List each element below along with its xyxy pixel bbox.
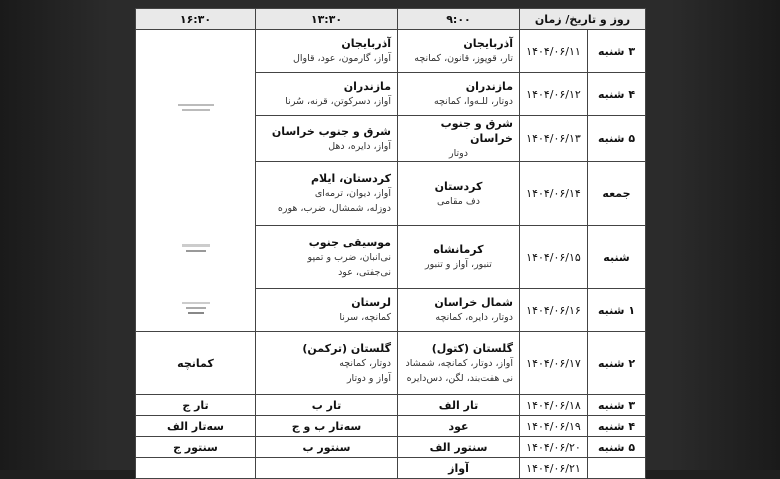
- date-cell: ۱۴۰۴/۰۶/۱۷: [520, 332, 588, 395]
- day-cell: ۴ شنبه: [588, 416, 646, 437]
- header-time-1: ۹:۰۰: [398, 9, 520, 30]
- session-cell-3: تار ج: [136, 395, 256, 416]
- instrument-list: آواز، گارمون، عود، قاوال: [292, 53, 391, 64]
- table-row: [136, 416, 646, 437]
- table-row: [136, 458, 646, 479]
- session-cell-2: سه‌تار ب و ج: [256, 416, 398, 437]
- session-cell-1: [398, 73, 520, 116]
- festival-logo-1: [168, 120, 224, 192]
- instrument-list: آواز، دیوان، ترمه‌ای: [314, 188, 391, 199]
- session-cell-1: [398, 332, 520, 395]
- instrument-list: تنبور، آواز و تنبور: [425, 259, 492, 270]
- session-cell-2: [256, 332, 398, 395]
- region-title: آذربایجان: [341, 37, 391, 50]
- day-cell: شنبه: [588, 226, 646, 289]
- region-title: مازندران: [343, 80, 391, 93]
- day-cell: ۳ شنبه: [588, 395, 646, 416]
- logo-column: [136, 30, 256, 332]
- instrument-list: آواز و دوتار: [346, 372, 391, 384]
- instrument-list: آواز، دوتار، کمانچه، شمشاد: [405, 357, 513, 369]
- schedule-table: [135, 8, 646, 479]
- day-cell: ۱ شنبه: [588, 289, 646, 332]
- day-cell: جمعه: [588, 162, 646, 226]
- table-row: [136, 395, 646, 416]
- session-cell-2: [256, 73, 398, 116]
- region-title: کردستان: [434, 179, 483, 193]
- instrument-list: دوتار، للـه‌وا، کمانچه: [433, 96, 513, 107]
- region-title: آذربایجان: [463, 37, 513, 50]
- session-cell-1: تار الف: [398, 395, 520, 416]
- date-cell: ۱۴۰۴/۰۶/۱۹: [520, 416, 588, 437]
- instrument-list: دوتار، کمانچه: [339, 357, 391, 369]
- instrument-list: دوزله، شمشال، ضرب، هوره: [277, 203, 391, 214]
- instrument-list: دوتار، دایره، کمانچه: [435, 312, 513, 323]
- date-cell: ۱۴۰۴/۰۶/۱۴: [520, 162, 588, 226]
- session-cell-2: سنتور ب: [256, 437, 398, 458]
- session-cell-3: سه‌تار الف: [136, 416, 256, 437]
- instrument-list: نی‌جفتی، عود: [338, 266, 391, 278]
- session-cell-3: سنتور ج: [136, 437, 256, 458]
- date-cell: ۱۴۰۴/۰۶/۲۱: [520, 458, 588, 479]
- table-row: [136, 437, 646, 458]
- day-cell: ۲ شنبه: [588, 332, 646, 395]
- session-cell-1: [398, 162, 520, 226]
- day-cell: ۳ شنبه: [588, 30, 646, 73]
- instrument-list: کمانچه، سرنا: [339, 312, 391, 323]
- instrument-list: آواز، دایره، دهل: [328, 140, 391, 152]
- instrument-list: تار، قوپوز، قانون، کمانچه: [414, 53, 513, 64]
- table-row: [136, 332, 646, 395]
- date-cell: ۱۴۰۴/۰۶/۱۱: [520, 30, 588, 73]
- session-cell-2: [256, 162, 398, 226]
- region-title: گلستان (ترکمن): [302, 341, 391, 355]
- region-title: کرمانشاه: [433, 243, 484, 256]
- session-cell-1: [398, 116, 520, 162]
- instrument-list: نی‌انبان، ضرب و تمپو: [307, 251, 391, 263]
- region-title: شمال خراسان: [434, 296, 513, 309]
- day-cell: [588, 458, 646, 479]
- date-cell: ۱۴۰۴/۰۶/۱۶: [520, 289, 588, 332]
- region-title: گلستان (کتول): [431, 341, 513, 355]
- region-title: لرستان: [351, 296, 391, 309]
- emblem-logo: [168, 44, 224, 120]
- instrument-list: آواز، دسرکوتن، قرنه، سُرنا: [285, 96, 391, 107]
- region-title: موسیقی جنوب: [308, 235, 391, 249]
- header-row: [136, 9, 646, 30]
- date-cell: ۱۴۰۴/۰۶/۱۵: [520, 226, 588, 289]
- session-cell-2: تار ب: [256, 395, 398, 416]
- header-time-3: ۱۶:۳۰: [136, 9, 256, 30]
- session-cell-2: [256, 30, 398, 73]
- header-time-2: ۱۳:۳۰: [256, 9, 398, 30]
- instrument-list: دف مقامی: [437, 195, 480, 207]
- session-cell-1: [398, 226, 520, 289]
- session-cell-2: [256, 116, 398, 162]
- festival-logo-2: [168, 192, 224, 256]
- day-cell: ۵ شنبه: [588, 116, 646, 162]
- session-cell-3: کمانچه: [136, 332, 256, 395]
- region-title: کردستان، ایلام: [310, 172, 391, 185]
- date-cell: ۱۴۰۴/۰۶/۲۰: [520, 437, 588, 458]
- session-cell-1: [398, 30, 520, 73]
- session-cell-1: عود: [398, 416, 520, 437]
- session-cell-2: [256, 458, 398, 479]
- session-cell-2: [256, 226, 398, 289]
- organization-logo: [168, 256, 224, 318]
- session-cell-3: [136, 458, 256, 479]
- date-cell: ۱۴۰۴/۰۶/۱۲: [520, 73, 588, 116]
- day-cell: ۵ شنبه: [588, 437, 646, 458]
- logo-caption: دفتر موسیقی: [175, 93, 216, 102]
- instrument-list: دوتار: [449, 148, 468, 159]
- instrument-list: نی هفت‌بند، لگن، دس‌دایره: [406, 372, 513, 384]
- region-title: شرق و جنوب خراسان: [440, 117, 513, 145]
- date-cell: ۱۴۰۴/۰۶/۱۸: [520, 395, 588, 416]
- region-title: شرق و جنوب خراسان: [271, 124, 391, 138]
- session-cell-1: [398, 289, 520, 332]
- day-cell: ۴ شنبه: [588, 73, 646, 116]
- session-cell-2: [256, 289, 398, 332]
- session-cell-1: آواز: [398, 458, 520, 479]
- session-cell-1: سنتور الف: [398, 437, 520, 458]
- date-cell: ۱۴۰۴/۰۶/۱۳: [520, 116, 588, 162]
- region-title: مازندران: [465, 80, 513, 93]
- header-day-date: روز و تاریخ/ زمان: [520, 9, 646, 30]
- table-row: [136, 30, 646, 73]
